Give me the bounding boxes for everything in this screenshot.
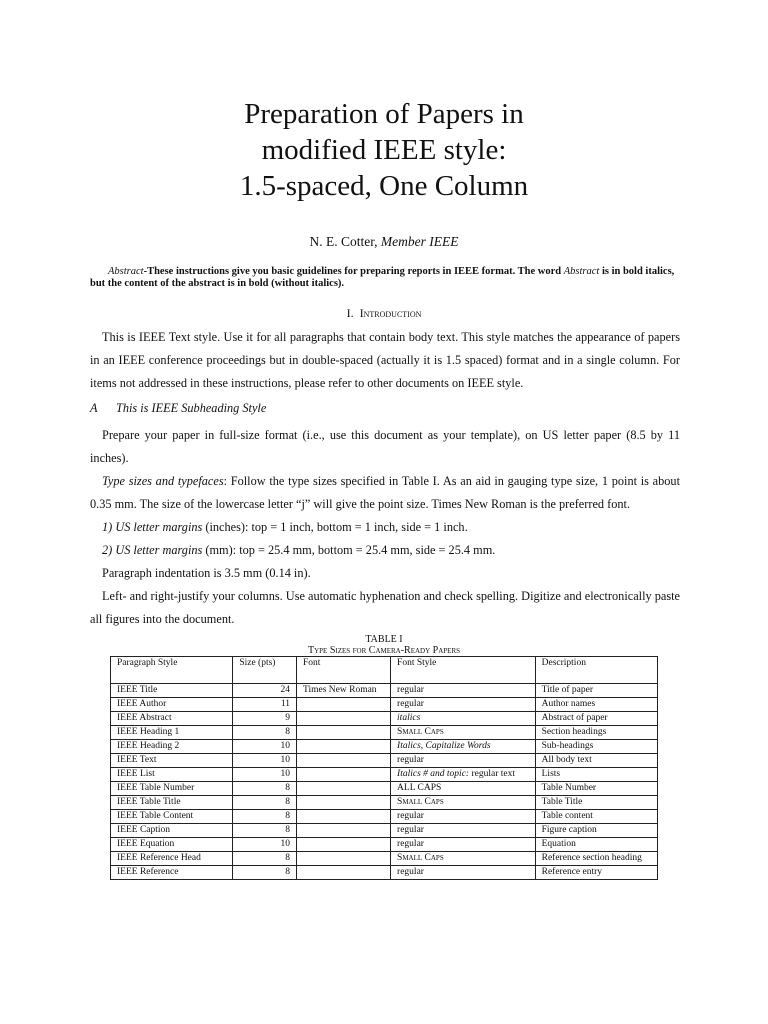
- table-cell: 10: [233, 838, 297, 852]
- table-row: [111, 782, 658, 796]
- table-cell: 24: [233, 684, 297, 698]
- paragraph-2-text: : Follow the type sizes specified in Table I. As an aid in gauging type size, 1 point is about 0.35 mm. The size of the lowercase letter “j” will give the point size. Times New Roman is the preferred font.: [90, 474, 680, 511]
- abstract-lead: Abstract: [108, 266, 144, 277]
- table-cell: 8: [233, 824, 297, 838]
- subheading: [90, 401, 266, 416]
- table-cell: Figure caption: [535, 824, 657, 838]
- paragraph-2-label: Type sizes and typefaces: [102, 474, 224, 488]
- author-line: [0, 234, 768, 250]
- title-line-2: modified IEEE style:: [261, 134, 507, 166]
- section-title: Introduction: [359, 306, 422, 320]
- table-cell: [297, 782, 391, 796]
- table-cell: IEEE Author: [111, 698, 233, 712]
- table-cell: [297, 726, 391, 740]
- table-cell: [297, 712, 391, 726]
- table-header-cell: Font: [297, 657, 391, 684]
- table-cell: Equation: [535, 838, 657, 852]
- section-number: I.: [346, 306, 354, 320]
- table-cell: 8: [233, 810, 297, 824]
- type-sizes-table: [110, 656, 658, 880]
- abstract: [90, 266, 680, 290]
- table-cell: IEEE Equation: [111, 838, 233, 852]
- subheading-title: This is IEEE Subheading Style: [116, 401, 267, 415]
- table-header-cell: Font Style: [391, 657, 536, 684]
- table-cell: 8: [233, 796, 297, 810]
- table-row: [111, 866, 658, 880]
- table-cell: Reference section heading: [535, 852, 657, 866]
- table-cell: regular: [391, 754, 536, 768]
- table-cell: regular: [391, 866, 536, 880]
- table-cell: italics: [391, 712, 536, 726]
- table-cell: [297, 852, 391, 866]
- abstract-text-2: is in bold italics, but the content of the abstract is in bold (without italics).: [90, 266, 675, 289]
- table-cell: IEEE Reference Head: [111, 852, 233, 866]
- table-cell: Small Caps: [391, 726, 536, 740]
- table-row: [111, 824, 658, 838]
- table-cell: [297, 810, 391, 824]
- paragraph-1: Prepare your paper in full-size format (i.e., use this document as your template), on US letter paper (8.5 by 11 inches).: [90, 428, 680, 465]
- table-cell: [297, 698, 391, 712]
- table-cell: 10: [233, 740, 297, 754]
- table-cell: IEEE Table Content: [111, 810, 233, 824]
- paragraph-4-text: (mm): top = 25.4 mm, bottom = 25.4 mm, side = 25.4 mm.: [202, 543, 496, 557]
- paragraph-4-label: 2) US letter margins: [102, 543, 203, 557]
- font-style-italic-part: Italics # and topic:: [397, 769, 470, 779]
- table-cell: IEEE Table Number: [111, 782, 233, 796]
- table-cell: [297, 740, 391, 754]
- intro-paragraph: This is IEEE Text style. Use it for all paragraphs that contain body text. This style matches the appearance of papers in an IEEE conference proceedings but in double-spaced (actually it is 1.5 spaced) format and in a single column. For items not addressed in these instructions, please refer to other documents on IEEE style.: [90, 330, 680, 390]
- font-style-regular-part: regular text: [469, 769, 515, 779]
- table-cell: [391, 768, 536, 782]
- subheading-letter: A: [90, 401, 98, 415]
- table-cell: [297, 796, 391, 810]
- table-row: [111, 838, 658, 852]
- table-cell: IEEE Heading 2: [111, 740, 233, 754]
- table-row: [111, 698, 658, 712]
- table-cell: IEEE Caption: [111, 824, 233, 838]
- author-role: Member IEEE: [380, 234, 459, 249]
- paragraph-3: [90, 516, 680, 539]
- table-cell: Abstract of paper: [535, 712, 657, 726]
- paragraph-3-label: 1) US letter margins: [102, 520, 203, 534]
- table-row: [111, 754, 658, 768]
- table-cell: regular: [391, 838, 536, 852]
- table-cell: Table Title: [535, 796, 657, 810]
- table-body: [111, 684, 658, 880]
- table-cell: 8: [233, 782, 297, 796]
- table-cell: 11: [233, 698, 297, 712]
- paragraph-2: [90, 470, 680, 516]
- table-cell: IEEE Reference: [111, 866, 233, 880]
- table-header-cell: Size (pts): [233, 657, 297, 684]
- table-cell: Reference entry: [535, 866, 657, 880]
- table-cell: [297, 824, 391, 838]
- table-cell: regular: [391, 698, 536, 712]
- table-cell: 9: [233, 712, 297, 726]
- paper-title: [0, 96, 768, 204]
- paragraph-5: Paragraph indentation is 3.5 mm (0.14 in).: [102, 566, 311, 580]
- table-row: [111, 740, 658, 754]
- table-cell: regular: [391, 810, 536, 824]
- table-cell: 10: [233, 754, 297, 768]
- abstract-text-1: -These instructions give you basic guidelines for preparing reports in IEEE format. The word: [143, 266, 564, 277]
- table-header-cell: Paragraph Style: [111, 657, 233, 684]
- table-cell: IEEE Heading 1: [111, 726, 233, 740]
- table-cell: ALL CAPS: [391, 782, 536, 796]
- table-cell: Lists: [535, 768, 657, 782]
- abstract-word: Abstract: [563, 266, 600, 277]
- table-cell: Small Caps: [391, 796, 536, 810]
- table-title: Type Sizes for Camera-Ready Papers: [307, 645, 461, 656]
- table-cell: IEEE Title: [111, 684, 233, 698]
- paragraph-6: Left- and right-justify your columns. Use automatic hyphenation and check spelling. Digitize and electronically paste all figures into the document.: [90, 589, 680, 626]
- table-cell: Sub-headings: [535, 740, 657, 754]
- table-cell: Table content: [535, 810, 657, 824]
- table-cell: [297, 754, 391, 768]
- table-cell: 10: [233, 768, 297, 782]
- table-header-cell: Description: [535, 657, 657, 684]
- author-name: N. E. Cotter,: [309, 234, 381, 249]
- subsection-body: [90, 424, 680, 631]
- table-row: [111, 712, 658, 726]
- introduction-body: [90, 326, 680, 395]
- table-cell: Times New Roman: [297, 684, 391, 698]
- paragraph-4: [90, 539, 680, 562]
- title-line-1: Preparation of Papers in: [244, 98, 524, 130]
- table-cell: IEEE Text: [111, 754, 233, 768]
- table-number: TABLE I: [365, 634, 403, 645]
- table-header-row: [111, 657, 658, 684]
- table-row: [111, 852, 658, 866]
- table-cell: Small Caps: [391, 852, 536, 866]
- table-cell: regular: [391, 684, 536, 698]
- table-row: [111, 810, 658, 824]
- table-cell: [297, 838, 391, 852]
- table-row: [111, 684, 658, 698]
- table-row: [111, 768, 658, 782]
- paragraph-3-text: (inches): top = 1 inch, bottom = 1 inch, side = 1 inch.: [202, 520, 468, 534]
- table-cell: [297, 768, 391, 782]
- table-cell: [297, 866, 391, 880]
- table-cell: IEEE Abstract: [111, 712, 233, 726]
- table-cell: Section headings: [535, 726, 657, 740]
- table-cell: Author names: [535, 698, 657, 712]
- table-cell: regular: [391, 824, 536, 838]
- section-heading-introduction: [0, 306, 768, 321]
- table-cell: 8: [233, 866, 297, 880]
- table-cell: 8: [233, 852, 297, 866]
- table-cell: IEEE List: [111, 768, 233, 782]
- table-cell: All body text: [535, 754, 657, 768]
- table-row: [111, 796, 658, 810]
- table-cell: Italics, Capitalize Words: [391, 740, 536, 754]
- table-cell: IEEE Table Title: [111, 796, 233, 810]
- table-cell: Title of paper: [535, 684, 657, 698]
- table-cell: 8: [233, 726, 297, 740]
- table-cell: Table Number: [535, 782, 657, 796]
- table-row: [111, 726, 658, 740]
- title-line-3: 1.5-spaced, One Column: [239, 170, 529, 202]
